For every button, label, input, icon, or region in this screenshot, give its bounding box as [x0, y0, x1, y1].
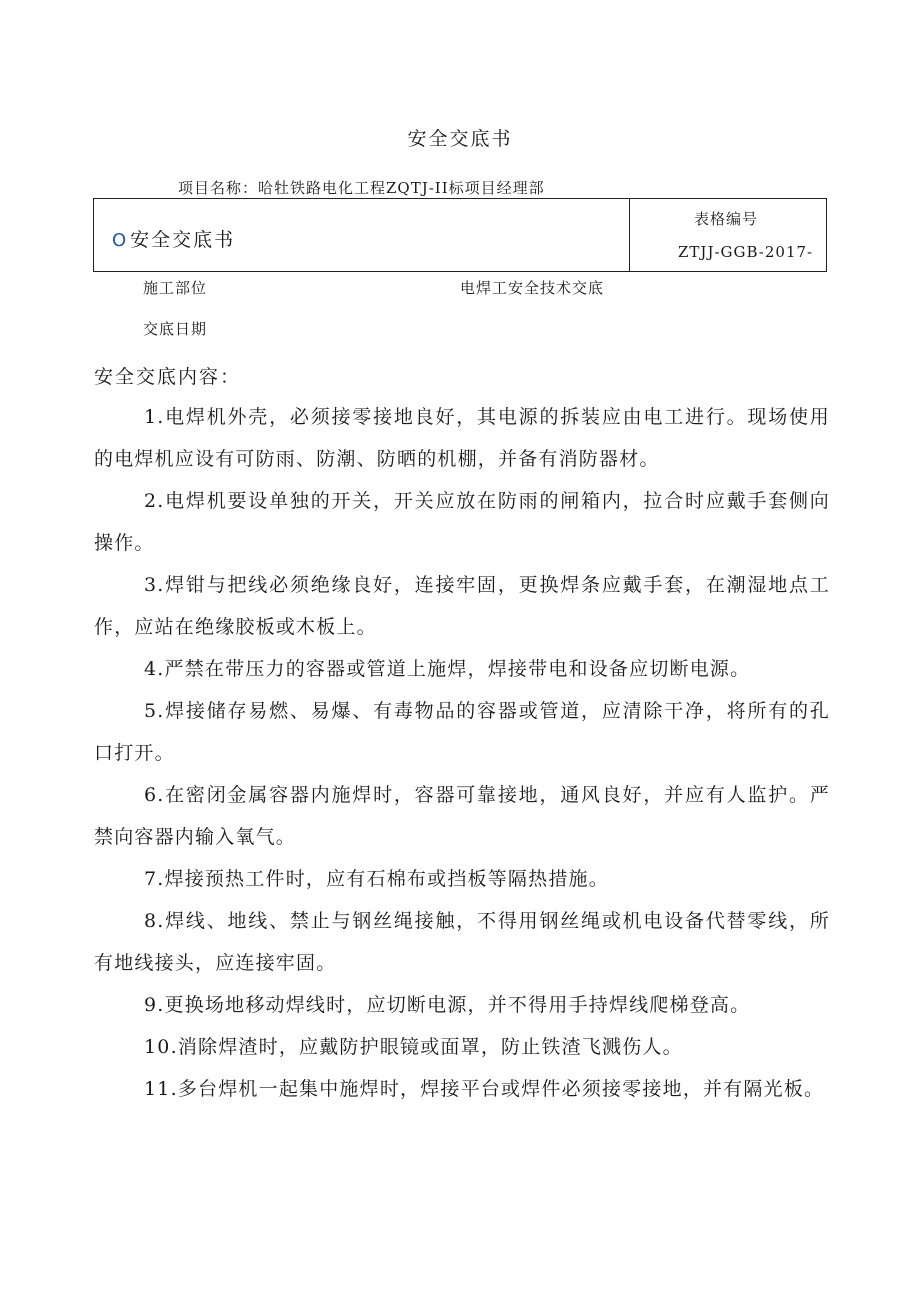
list-item: 8.焊线、地线、禁止与钢丝绳接触，不得用钢丝绳或机电设备代替零线，所有地线接头，应连接牢固。	[94, 910, 830, 974]
header-divider	[629, 199, 630, 271]
form-number-value: ZTJJ-GGB-2017-	[678, 243, 814, 261]
subject-value: 电焊工安全技术交底	[460, 279, 605, 297]
content-list	[94, 396, 830, 1110]
list-item: 7.焊接预热工件时，应有石棉布或挡板等隔热措施。	[144, 868, 609, 890]
list-item: 11.多台焊机一起集中施焊时，焊接平台或焊件必须接零接地，并有隔光板。	[144, 1078, 825, 1100]
list-item: 3.焊钳与把线必须绝缘良好，连接牢固，更换焊条应戴手套，在潮湿地点工作，应站在绝缘胶板或木板上。	[94, 574, 830, 638]
list-item: 9.更换场地移动焊线时，应切断电源，并不得用手持焊线爬梯登高。	[144, 994, 751, 1016]
list-item: 6.在密闭金属容器内施焊时，容器可靠接地，通风良好，并应有人监护。严禁向容器内输入氧气。	[94, 784, 830, 848]
date-label: 交底日期	[143, 320, 208, 338]
list-item: 2.电焊机要设单独的开关，开关应放在防雨的闸箱内，拉合时应戴手套侧向操作。	[94, 490, 830, 554]
list-item: 10.消除焊渣时，应戴防护眼镜或面罩，防止铁渣飞溅伤人。	[144, 1036, 683, 1058]
list-item: 1.电焊机外壳，必须接零接地良好，其电源的拆装应由电工进行。现场使用的电焊机应设有可防雨、防潮、防晒的机棚，并备有消防器材。	[94, 406, 830, 470]
project-name: 项目名称：哈牡铁路电化工程ZQTJ-II标项目经理部	[178, 179, 545, 197]
page-title: 安全交底书	[407, 128, 513, 150]
content-heading: 安全交底内容：	[94, 366, 242, 388]
circle-icon: O	[112, 230, 129, 251]
list-item: 5.焊接储存易燃、易爆、有毒物品的容器或管道，应清除干净，将所有的孔口打开。	[94, 700, 830, 764]
header-doc-name	[112, 225, 235, 252]
construction-site-label: 施工部位	[143, 279, 208, 297]
list-item: 4.严禁在带压力的容器或管道上施焊，焊接带电和设备应切断电源。	[144, 658, 751, 680]
form-number-label: 表格编号	[694, 210, 759, 228]
header-doc-name-text: 安全交底书	[130, 229, 236, 251]
header-table	[93, 198, 827, 272]
